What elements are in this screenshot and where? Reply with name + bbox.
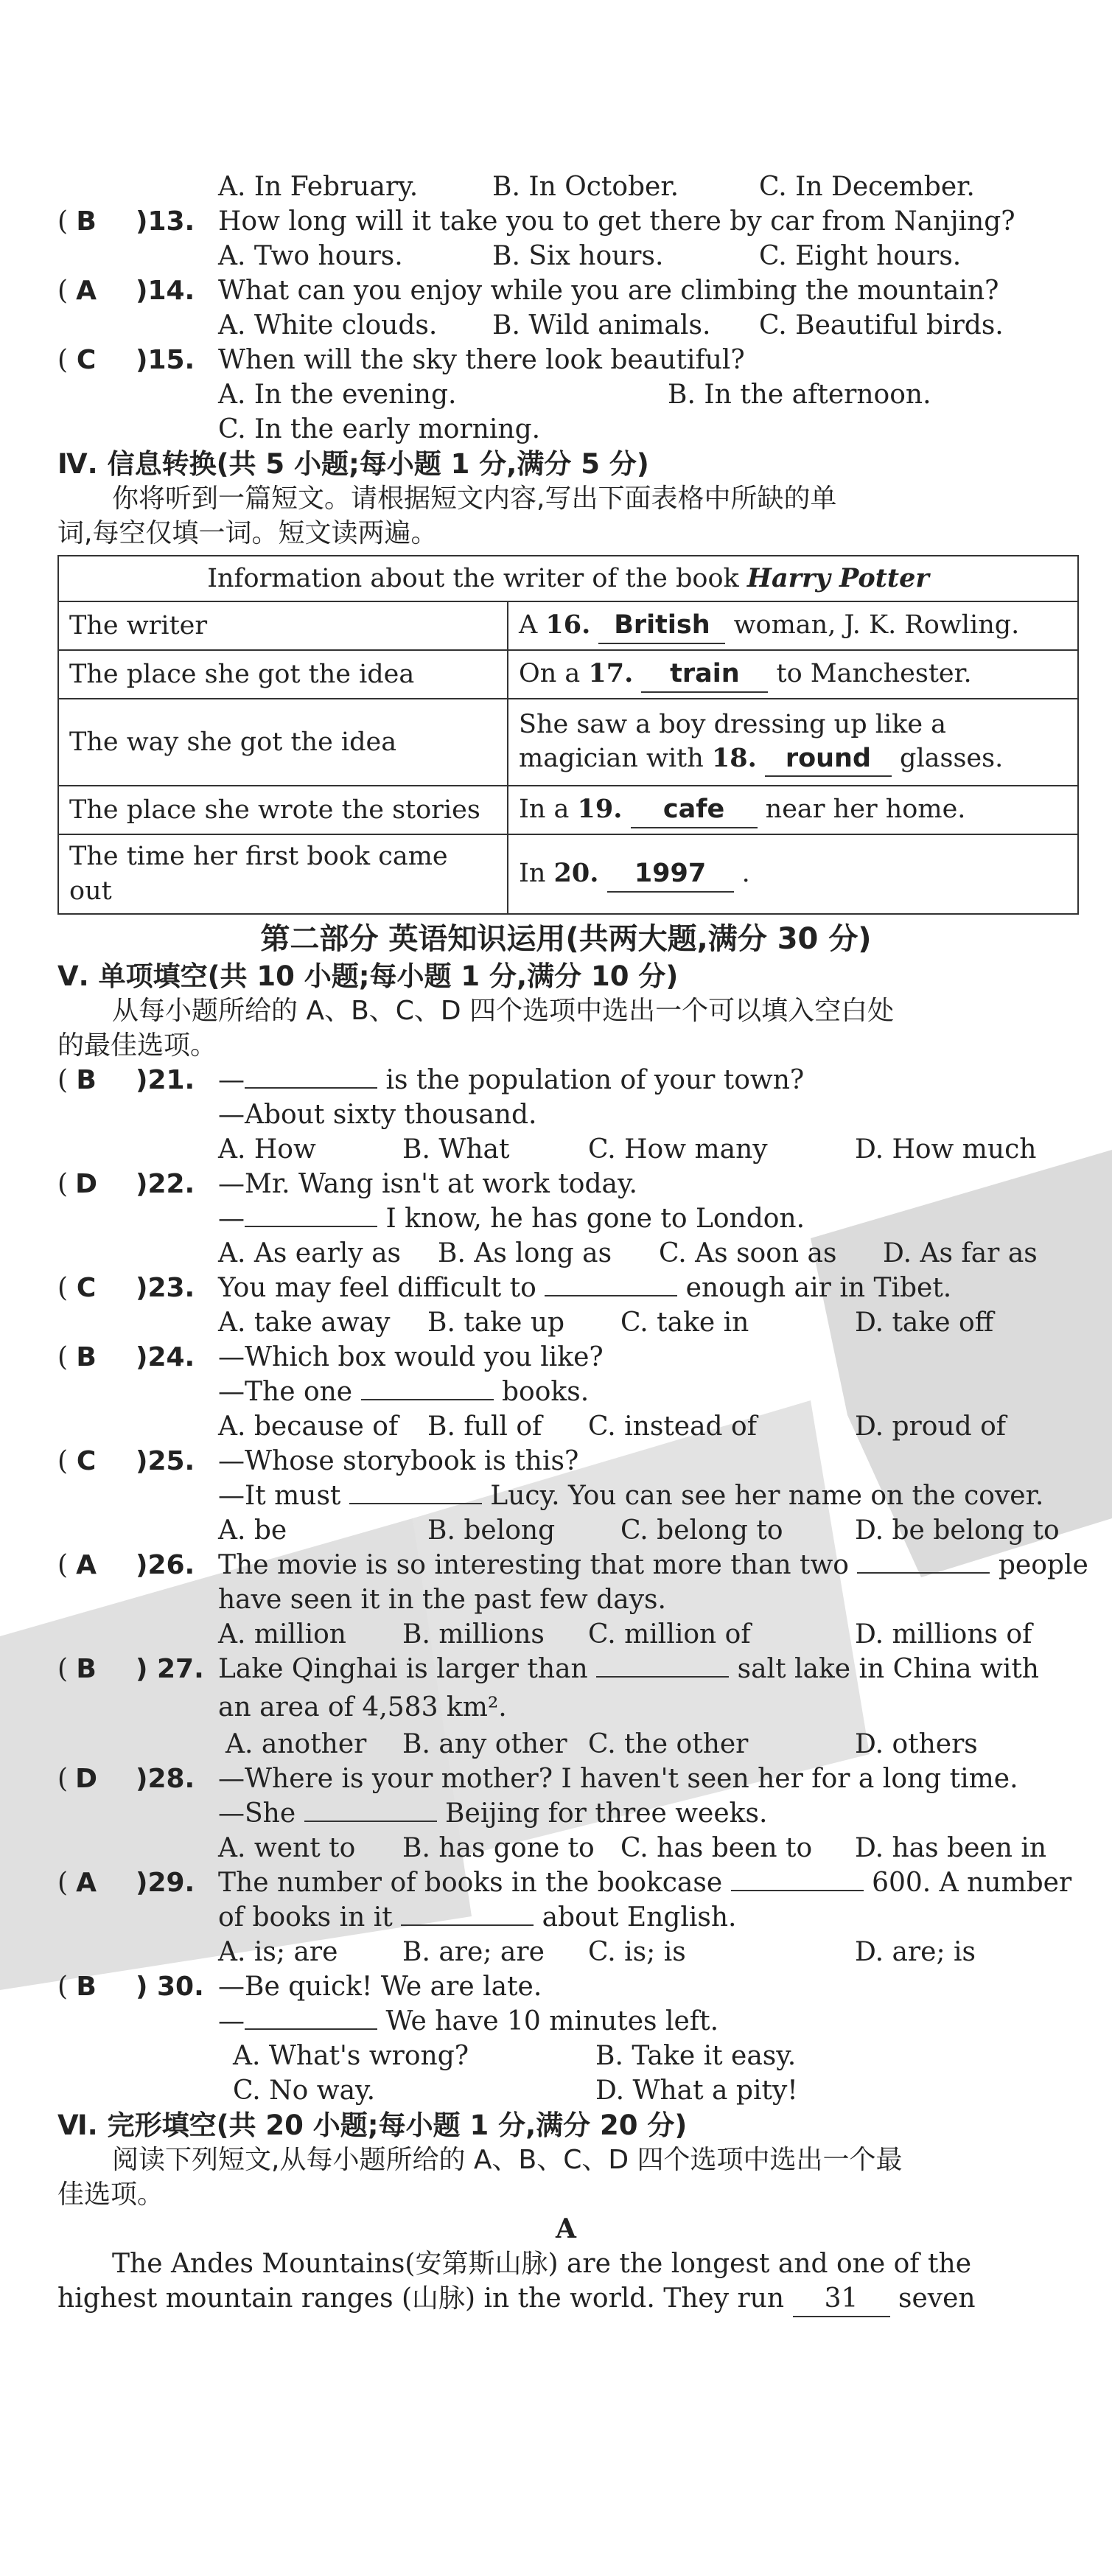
option: C. Eight hours. [759, 241, 962, 271]
option: C. In the early morning. [218, 414, 541, 444]
section-5-heading: Ⅴ. 单项填空(共 10 小题;每小题 1 分,满分 10 分) [57, 960, 679, 992]
section-5-instructions-2: 的最佳选项。 [57, 1030, 217, 1061]
question-text: How long will it take you to get there by car from Nanjing? [218, 206, 1015, 237]
q14-options [57, 308, 1074, 343]
question-number: )14. [136, 276, 195, 306]
part-2-title: 第二部分 英语知识运用(共两大题,满分 30 分) [260, 922, 872, 956]
row-label: The way she got the idea [58, 699, 508, 786]
answer-blank [545, 1273, 677, 1296]
option: B. Wild animals. [492, 310, 711, 341]
answer: D [75, 1169, 97, 1199]
section-6-instructions-2: 佳选项。 [57, 2179, 164, 2210]
answer-blank [245, 1204, 377, 1227]
q30-options-2: C. No way. D. What a pity! [233, 2076, 798, 2106]
question-29: ( A )29. The number of books in the bookcase 600. A number [57, 1865, 1074, 1900]
answer-blank [361, 1377, 494, 1400]
section-5-instructions: 从每小题所给的 A、B、C、D 四个选项中选出一个可以填入空白处 [112, 996, 895, 1026]
question-15: ( C )15. When will the sky there look beautiful? [57, 343, 1074, 377]
option: B. Six hours. [492, 241, 664, 271]
section-4-heading: Ⅳ. 信息转换(共 5 小题;每小题 1 分,满分 5 分) [57, 448, 649, 480]
option: C. In December. [759, 172, 975, 202]
option: B. In the afternoon. [668, 380, 931, 410]
q22-options: A. As early as B. As long as C. As soon as D. As far as [218, 1238, 1038, 1268]
answer: C [76, 1273, 97, 1303]
option: A. In the evening. [218, 380, 457, 410]
option: A. Two hours. [218, 241, 403, 271]
q24-options: A. because of B. full of C. instead of D. proud of [218, 1411, 1007, 1442]
question-23: ( C )23. You may feel difficult to enough air in Tibet. [57, 1271, 1074, 1305]
answer: A [76, 1868, 97, 1898]
q25-options: A. be B. belong C. belong to D. be belong to [218, 1515, 1060, 1546]
option: C. Beautiful birds. [759, 310, 1004, 341]
question-28: ( D )28. —Where is your mother? I haven't seen her for a long time. [57, 1762, 1074, 1796]
question-number: )15. [136, 345, 195, 375]
answer: C [76, 345, 97, 375]
answer-blank [596, 1654, 729, 1678]
table-row: The time her first book came out In 20. 1997 . [58, 834, 1078, 914]
question-text: What can you enjoy while you are climbing the mountain? [218, 276, 999, 306]
question-24: ( B )24. —Which box would you like? [57, 1340, 1074, 1375]
table-title: Information about the writer of the book [207, 564, 747, 593]
answer: B [76, 1065, 97, 1095]
answer-blank [245, 2006, 377, 2030]
answer-blank [401, 1902, 534, 1926]
section-6-heading: Ⅵ. 完形填空(共 20 小题;每小题 1 分,满分 20 分) [57, 2109, 688, 2141]
answer: B [76, 1342, 97, 1372]
exam-content: A. In February. B. In October. C. In December. ( B )13. How long will it take you to get there by car from Nanjing? A. Two hours. B. Six hours. C. Eight hours. ( A )14. What can you enjoy while you are climbing the mountain? A. White clouds. B. Wild animals. C. Beautiful birds. ( C )15. When will the sky there look beautiful? A. In the evening. B. In the afternoon. C. In the early morning. Ⅳ. 信息转换(共 5 小题;每小题 1 分,满分 5 分) 你将听到一篇短文。请根据短文内容,写出下面表格中所缺的单 词,每空仅填一词。短文读两遍。 Information about the writer of the book Harry Potter The writer A 16. British woman, J. K. Rowling. The place she got the idea On a 17. train to Manchester. The way she got the idea She saw a boy dressing up like a magician with 18. round glasses. The place she wrote the stories In a 19. cafe near her home. The time her first book came out In 20. 1997 . 第二部分 英语知识运用(共两大题,满分 30 分) Ⅴ. 单项填空(共 10 小题;每小题 1 分,满分 10 分) 从每小题所给的 A、B、C、D 四个选项中选出一个可以填入空白处 的最佳选项。 ( B )21. — is the population of your town? —About sixty thousand. A. How B. What C. How many D. How much ( D )22. —Mr. Wang isn't at work today. — I know, he has gone to London. A. As early as B. As long as C. As soon as D. As far as ( C )23. You may feel difficult to enough air in Tibet. A. take away B. take up C. take in D. take off ( B )24. —Which box would you like? —The one books. A. because of B. full of C. instead of D. proud of ( C )25. —Whose storybook is this? —It must Lucy. You can see her name on the cover. A. be B. belong C. belong to D. be belong to ( A )26. The movie is so interesting that more than two people have seen it in the past few days. A. million B. millions C. million of D. millions of ( B ) 27. Lake Qinghai is larger than salt lake in China with an area of 4,583 km². A. another B. any other C. the other D. others ( D )28. —Where is your mother? I haven't seen her for a long time. —She Beijing for three weeks. A. went to B. has gone to C. has been to D. has been in ( A )29. The number of books in the bookcase 600. A number of books in it about English. A. is; are B. are; are C. is; is D. are; is ( B ) 30. —Be quick! We are late. — We have 10 minutes left. A. What's wrong? B. Take it easy. C. No way. D. What a pity! Ⅵ. 完形填空(共 20 小题;每小题 1 分,满分 20 分) 阅读下列短文,从每小题所给的 A、B、C、D 四个选项中选出一个最 佳选项。 A The Andes Mountains(安第斯山脉) are the longest and one of the highest mountain ranges (山脉) in the world. They run 31 seven [57, 170, 1074, 2316]
table-row: The place she wrote the stories In a 19. cafe near her home. [58, 786, 1078, 834]
q27-options: A. another B. any other C. the other D. others [225, 1729, 978, 1759]
answer-fill: 1997 [607, 856, 734, 893]
question-text: When will the sky there look beautiful? [218, 345, 745, 375]
question-26: ( A )26. The movie is so interesting that more than two people [57, 1548, 1074, 1582]
answer-blank [304, 1798, 437, 1822]
q12-options [57, 170, 1074, 204]
answer-fill: cafe [631, 792, 758, 828]
answer-blank [349, 1481, 482, 1504]
option: B. In October. [492, 172, 679, 202]
answer: A [76, 276, 97, 306]
passage-line: highest mountain ranges (山脉) in the world. They run 31 seven [57, 2281, 1074, 2316]
q29-options: A. is; are B. are; are C. is; is D. are; is [218, 1937, 976, 1967]
q28-options: A. went to B. has gone to C. has been to D. has been in [218, 1833, 1047, 1863]
answer: B [76, 1972, 97, 2002]
row-label: The time her first book came out [58, 834, 508, 914]
question-25: ( C )25. —Whose storybook is this? [57, 1444, 1074, 1479]
section-6-instructions: 阅读下列短文,从每小题所给的 A、B、C、D 四个选项中选出一个最 [112, 2145, 903, 2175]
table-row: The way she got the idea She saw a boy dressing up like a magician with 18. round glasses. [58, 699, 1078, 786]
table-title-row [58, 556, 1078, 601]
blank-31: 31 [793, 2281, 890, 2317]
answer-fill: British [598, 608, 725, 644]
answer-fill: round [765, 741, 892, 777]
question-14: ( A )14. What can you enjoy while you are climbing the mountain? [57, 273, 1074, 308]
table-row: The place she got the idea On a 17. train to Manchester. [58, 650, 1078, 699]
option: A. White clouds. [218, 310, 438, 341]
info-table [57, 555, 1079, 915]
q23-options: A. take away B. take up C. take in D. take off [218, 1308, 994, 1338]
answer: D [75, 1764, 97, 1794]
answer-blank [731, 1868, 864, 1891]
book-title: Harry Potter [746, 563, 929, 593]
row-label: The writer [58, 601, 508, 650]
section-4-instructions: 你将听到一篇短文。请根据短文内容,写出下面表格中所缺的单 [112, 484, 837, 514]
q15-options [57, 377, 1074, 412]
answer: B [76, 206, 97, 237]
row-label: The place she got the idea [58, 650, 508, 699]
section-4-instructions-2: 词,每空仅填一词。短文读两遍。 [57, 518, 438, 548]
question-22: ( D )22. —Mr. Wang isn't at work today. [57, 1167, 1074, 1201]
question-number: )13. [136, 206, 195, 237]
q13-options [57, 239, 1074, 273]
q15-options-2 [57, 412, 1074, 447]
row-label: The place she wrote the stories [58, 786, 508, 834]
answer-blank [857, 1550, 990, 1574]
answer: A [76, 1550, 97, 1580]
answer-blank [245, 1065, 377, 1089]
question-13: ( B )13. How long will it take you to get there by car from Nanjing? [57, 204, 1074, 239]
option: A. In February. [218, 172, 419, 202]
table-row: The writer A 16. British woman, J. K. Rowling. [58, 601, 1078, 650]
q21-options: A. How B. What C. How many D. How much [218, 1134, 1037, 1165]
passage-label: A [556, 2213, 576, 2244]
question-27: ( B ) 27. Lake Qinghai is larger than salt lake in China with [57, 1652, 1074, 1690]
answer-fill: train [641, 657, 768, 693]
q26-options: A. million B. millions C. million of D. millions of [218, 1619, 1032, 1650]
answer: C [76, 1446, 97, 1476]
question-30: ( B ) 30. —Be quick! We are late. [57, 1969, 1074, 2004]
answer: B [76, 1654, 97, 1684]
passage-line: The Andes Mountains(安第斯山脉) are the longest and one of the [112, 2249, 972, 2279]
question-21: ( B )21. — is the population of your town? [57, 1063, 1074, 1097]
q30-options: A. What's wrong? B. Take it easy. [233, 2041, 797, 2071]
